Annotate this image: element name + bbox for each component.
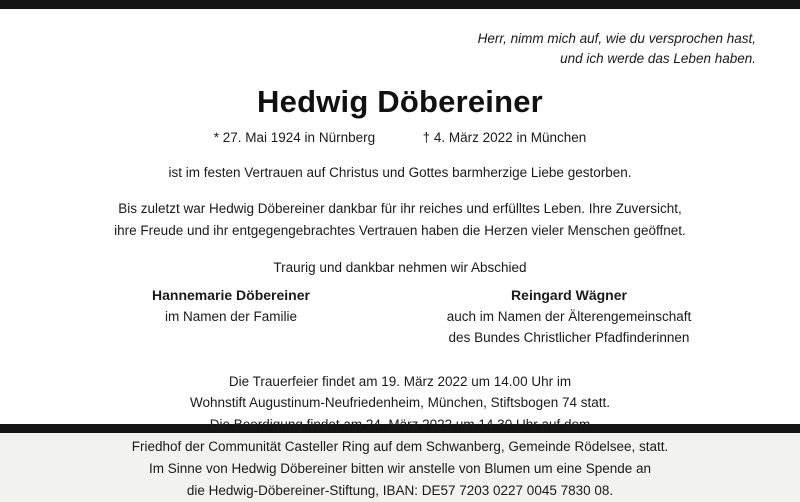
mourner-detail: auch im Namen der Älterengemeinschaft [446,308,692,324]
deceased-name: Hedwig Döbereiner [257,83,543,119]
farewell-text: Traurig und dankbar nehmen wir Abschied [273,260,527,276]
mourner-detail: im Namen der Familie [164,308,298,324]
mourner-name: Hannemarie Döbereiner [152,287,310,304]
arrangements-line-6: die Hedwig-Döbereiner-Stiftung, IBAN: DE57 7203 0227 0045 7830 08. [186,482,614,498]
mourners-list [40,285,760,349]
arrangements-line-3: Die Beerdigung findet am 24. März 2022 um 14.30 Uhr auf dem [209,417,591,433]
death-statement: ist im festen Vertrauen auf Christus und Gottes barmherzige Liebe gestorben. [168,164,632,180]
mourner-entry [400,285,738,349]
mourner-name: Reingard Wägner [511,287,627,304]
arrangements-line-1: Die Trauerfeier findet am 19. März 2022 um 14.00 Uhr im [228,373,572,389]
tribute-text [40,198,760,243]
tribute-line-1: Bis zuletzt war Hedwig Döbereiner dankbar für ihr reiches und erfülltes Leben. Ihre Zuversicht, [118,200,682,216]
arrangements-line-2: Wohnstift Augustinum-Neufriedenheim, München, Stiftsbogen 74 statt. [190,395,610,411]
arrangements-line-5: Im Sinne von Hedwig Döbereiner bitten wir anstelle von Blumen um eine Spende an [148,461,652,476]
death-date: † 4. März 2022 in München [422,129,587,145]
life-dates [40,130,760,145]
mourner-entry [62,285,400,349]
epitaph-line-2: und ich werde das Leben haben. [560,51,756,67]
epitaph-line-1: Herr, nimm mich auf, wie du versprochen hast, [477,31,756,46]
birth-date: * 27. Mai 1924 in Nürnberg [213,129,376,145]
epitaph-quote [40,29,756,70]
arrangements-line-4: Friedhof der Communität Casteller Ring auf dem Schwanberg, Gemeinde Rödelsee, statt. [131,439,669,455]
funeral-arrangements [40,371,760,502]
mourner-detail: des Bundes Christlicher Pfadfinderinnen [448,329,690,345]
tribute-line-2: ihre Freude und ihr entgegengebrachtes Vertrauen haben die Herzen vieler Menschen geöffnet. [114,222,686,238]
